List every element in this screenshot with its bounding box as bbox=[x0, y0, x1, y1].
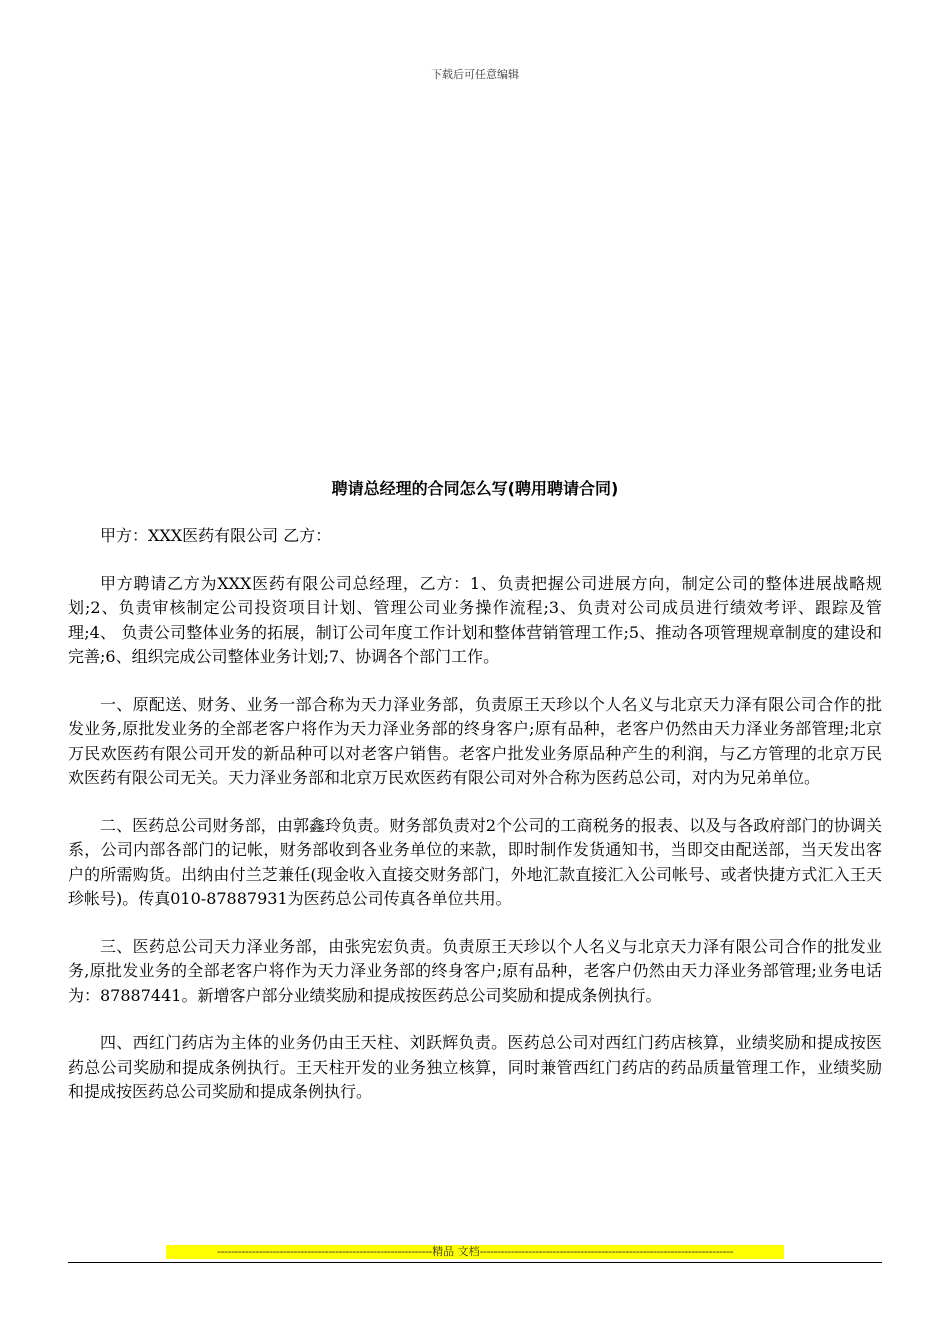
footer-dashes-right: ------------------------------------------------------------------------- bbox=[479, 1245, 733, 1258]
document-body bbox=[68, 524, 882, 1128]
paragraph-section-2: 二、医药总公司财务部，由郭鑫玲负责。财务部负责对2个公司的工商税务的报表、以及与各政府部门的协调关系，公司内部各部门的记帐，财务部收到各业务单位的来款，即时制作发货通知书，当即交由配送部，当天发出客户的所需购货。出纳由付兰芝兼任(现金收入直接交财务部门，外地汇款直接汇入公司帐号、或者快捷方式汇入王天珍帐号)。传真010-87887931为医药总公司传真各单位共用。 bbox=[68, 815, 882, 908]
document-title: 聘请总经理的合同怎么写(聘用聘请合同) bbox=[331, 479, 619, 498]
paragraph-section-3: 三、医药总公司天力泽业务部，由张宪宏负责。负责原王天珍以个人名义与北京天力泽有限公司合作的批发业务,原批发业务的全部老客户将作为天力泽业务部的终身客户;原有品种，老客户仍然由天力泽业务部管理;业务电话为：87887441。新增客户部分业绩奖励和提成按医药总公司奖励和提成条例执行。 bbox=[68, 936, 882, 1005]
parties-line: 甲方：XXX医药有限公司 乙方： bbox=[100, 526, 332, 545]
paragraph-section-4: 四、西红门药店为主体的业务仍由王天柱、刘跃辉负责。医药总公司对西红门药店核算，业绩奖励和提成按医药总公司奖励和提成条例执行。王天柱开发的业务独立核算，同时兼管西红门药店的药品质量管理工作，业绩奖励和提成按医药总公司奖励和提成条例执行。 bbox=[68, 1033, 882, 1101]
page-header-note: 下载后可任意编辑 bbox=[431, 68, 519, 81]
footer-divider bbox=[68, 1262, 882, 1263]
paragraph-section-1: 一、原配送、财务、业务一部合称为天力泽业务部，负责原王天珍以个人名义与北京天力泽有限公司合作的批发业务,原批发业务的全部老客户将作为天力泽业务部的终身客户;原有品种，老客户仍然由天力泽业务部管理;北京万民欢医药有限公司开发的新品种可以对老客户销售。老客户批发业务原品种产生的利润，与乙方管理的北京万民欢医药有限公司无关。天力泽业务部和北京万民欢医药有限公司对外合称为医药总公司，对内为兄弟单位。 bbox=[68, 694, 882, 787]
paragraph-duties: 甲方聘请乙方为XXX医药有限公司总经理，乙方：1、负责把握公司进展方向，制定公司的整体进展战略规划;2、负责审核制定公司投资项目计划、管理公司业务操作流程;3、负责对公司成员进行绩效考评、跟踪及管理;4、 负责公司整体业务的拓展，制订公司年度工作计划和整体营销管理工作;5、推动各项管理规章制度的建设和完善;6、组织完成公司整体业务计划;7、协调各个部门工作。 bbox=[68, 573, 882, 666]
footer-label: 精品 文档 bbox=[432, 1245, 480, 1258]
footer-dashes-left: -------------------------------------------------------------- bbox=[217, 1245, 433, 1258]
footer-banner bbox=[166, 1245, 784, 1259]
